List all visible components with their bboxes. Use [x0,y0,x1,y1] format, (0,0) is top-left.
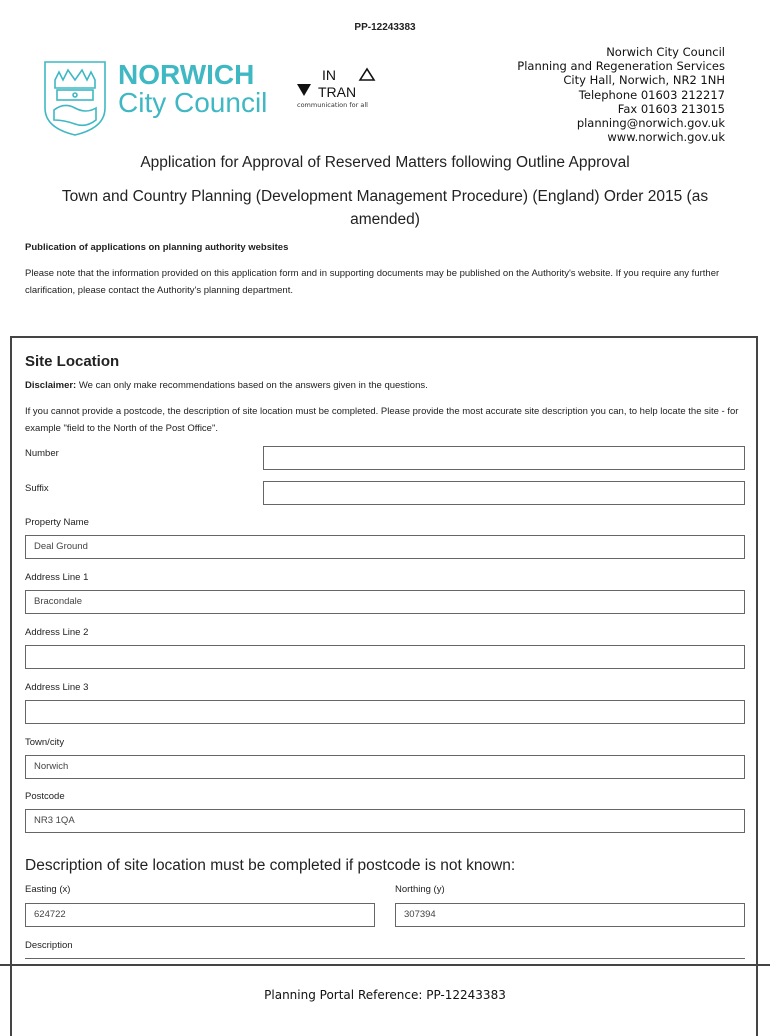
contact-line: Telephone 01603 212217 [578,87,725,102]
page-break-divider [0,964,770,966]
contact-email[interactable]: planning@norwich.gov.uk [576,116,725,131]
page-reference: PP-12243383 [354,22,416,33]
site-help-text: If you cannot provide a postcode, the description of site location must be completed. Please provide the most accurate site description you can, to help locate the site - for example "field to the North of the Post Office". [25,406,739,434]
footer-reference: Planning Portal Reference: PP-12243383 [264,988,506,1002]
contact-line: City Hall, Norwich, NR2 1NH [563,73,725,88]
address-line-3-label: Address Line 3 [25,682,89,693]
form-title: Application for Approval of Reserved Matters following Outline Approval [140,154,630,171]
number-label: Number [25,448,59,459]
property-name-field[interactable]: Deal Ground [25,535,745,559]
postcode-label: Postcode [25,791,65,802]
logo-text-norwich: NORWICH [118,59,255,90]
form-subtitle: Town and Country Planning (Development Management Procedure) (England) Order 2015 (as amended) [61,188,709,228]
address-line-1-field[interactable]: Bracondale [25,590,745,614]
disclaimer-label: Disclaimer: [25,380,77,391]
town-city-field[interactable]: Norwich [25,755,745,779]
suffix-field[interactable] [263,481,745,505]
intran-text-tran: TRAN [318,84,357,100]
publication-text: Please note that the information provided on this application form and in supporting documents may be published on the Authority's website. If you require any further clarification, please contact the Authority's planning department. [25,268,720,296]
intran-text-in: IN [322,67,336,83]
easting-label: Easting (x) [25,884,71,895]
intran-tagline: communication for all [297,101,368,109]
number-field[interactable] [263,446,745,470]
description-heading: Description of site location must be completed if postcode is not known: [25,857,516,874]
address-line-3-field[interactable] [25,700,745,724]
contact-line: Fax 01603 213015 [617,101,725,116]
council-contact-block [517,45,725,144]
triangle-up-icon [360,69,374,80]
crest-icon [45,62,105,135]
contact-line: Planning and Regeneration Services [517,59,725,74]
disclaimer [25,380,428,391]
intran-logo [296,67,386,116]
property-name-label: Property Name [25,517,89,528]
suffix-label: Suffix [25,483,49,494]
publication-heading: Publication of applications on planning authority websites [25,242,289,253]
postcode-field[interactable]: NR3 1QA [25,809,745,833]
town-city-label: Town/city [25,737,65,748]
northing-field[interactable]: 307394 [395,903,745,927]
easting-field[interactable]: 624722 [25,903,375,927]
logo-text-city-council: City Council [118,87,268,118]
description-label: Description [25,940,73,951]
northing-label: Northing (y) [395,884,445,895]
address-line-2-label: Address Line 2 [25,627,89,638]
disclaimer-text: We can only make recommendations based on the answers given in the questions. [76,380,428,391]
site-location-panel [10,336,758,1036]
address-line-1-label: Address Line 1 [25,572,89,583]
contact-line: Norwich City Council [606,45,725,59]
contact-website[interactable]: www.norwich.gov.uk [607,130,725,145]
address-line-2-field[interactable] [25,645,745,669]
section-title-site-location: Site Location [25,353,120,370]
triangle-down-icon [297,84,311,96]
norwich-city-council-logo [42,58,272,143]
